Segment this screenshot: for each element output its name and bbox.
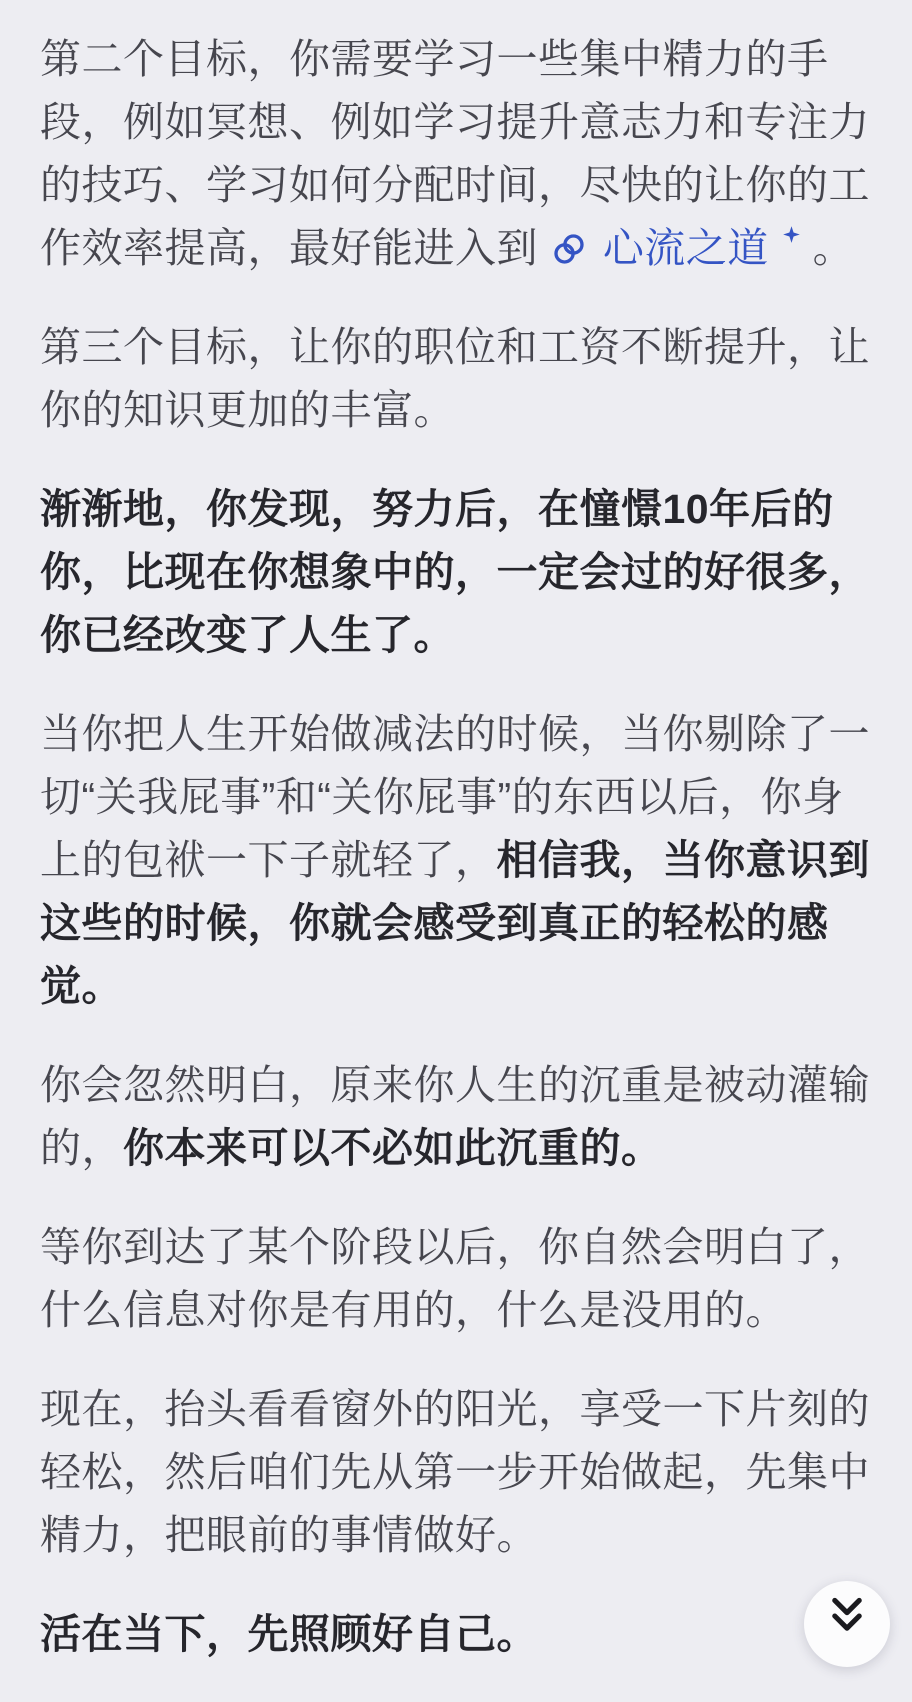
- body-text: 现在，抬头看看窗外的阳光，享受一下片刻的轻松，然后咱们先从第一步开始做起，先集中精力，把眼前的事情做好。: [40, 1386, 870, 1558]
- sparkle-superscript-icon: [782, 225, 801, 244]
- chain-link-icon: [550, 230, 588, 268]
- scroll-to-bottom-button[interactable]: [804, 1581, 890, 1667]
- paragraph: [40, 1378, 876, 1567]
- paragraph: [40, 28, 876, 280]
- paragraph: [40, 478, 876, 667]
- bold-text: 你本来可以不必如此沉重的。: [123, 1125, 663, 1171]
- paragraph: [40, 1054, 876, 1180]
- bold-text: 活在当下，先照顾好自己。: [40, 1611, 538, 1657]
- body-text: 当你把人生开始做减法的时候，当你剔除了一切“关我屁事”和“关你屁事”的东西以后，你身上的包袱一下子就轻了，: [40, 711, 870, 883]
- paragraph: [40, 1603, 876, 1666]
- body-text: 。: [812, 225, 855, 271]
- bold-text: 渐渐地，你发现，努力后，在憧憬10年后的你，比现在你想象中的，一定会过的好很多，你已经改变了人生了。: [40, 486, 870, 658]
- body-text: 等你到达了某个阶段以后，你自然会明白了，什么信息对你是有用的，什么是没用的。: [40, 1224, 870, 1333]
- paragraph: [40, 1216, 876, 1342]
- entity-link-label[interactable]: 心流之道: [602, 225, 769, 271]
- body-text: 第二个目标，你需要学习一些集中精力的手段，例如冥想、例如学习提升意志力和专注力的技巧、学习如何分配时间，尽快的让你的工作效率提高，最好能进入到: [40, 36, 870, 271]
- entity-link[interactable]: [538, 225, 813, 271]
- article-body: [40, 0, 876, 1702]
- paragraph: [40, 703, 876, 1018]
- double-chevron-down-icon: [829, 1596, 865, 1636]
- body-text: 第三个目标，让你的职位和工资不断提升，让你的知识更加的丰富。: [40, 324, 870, 433]
- body-text: 你会忽然明白，原来你人生的沉重是被动灌输的，: [40, 1062, 870, 1171]
- paragraph: [40, 316, 876, 442]
- bold-text: 相信我，当你意识到这些的时候，你就会感受到真正的轻松的感觉。: [40, 837, 870, 1009]
